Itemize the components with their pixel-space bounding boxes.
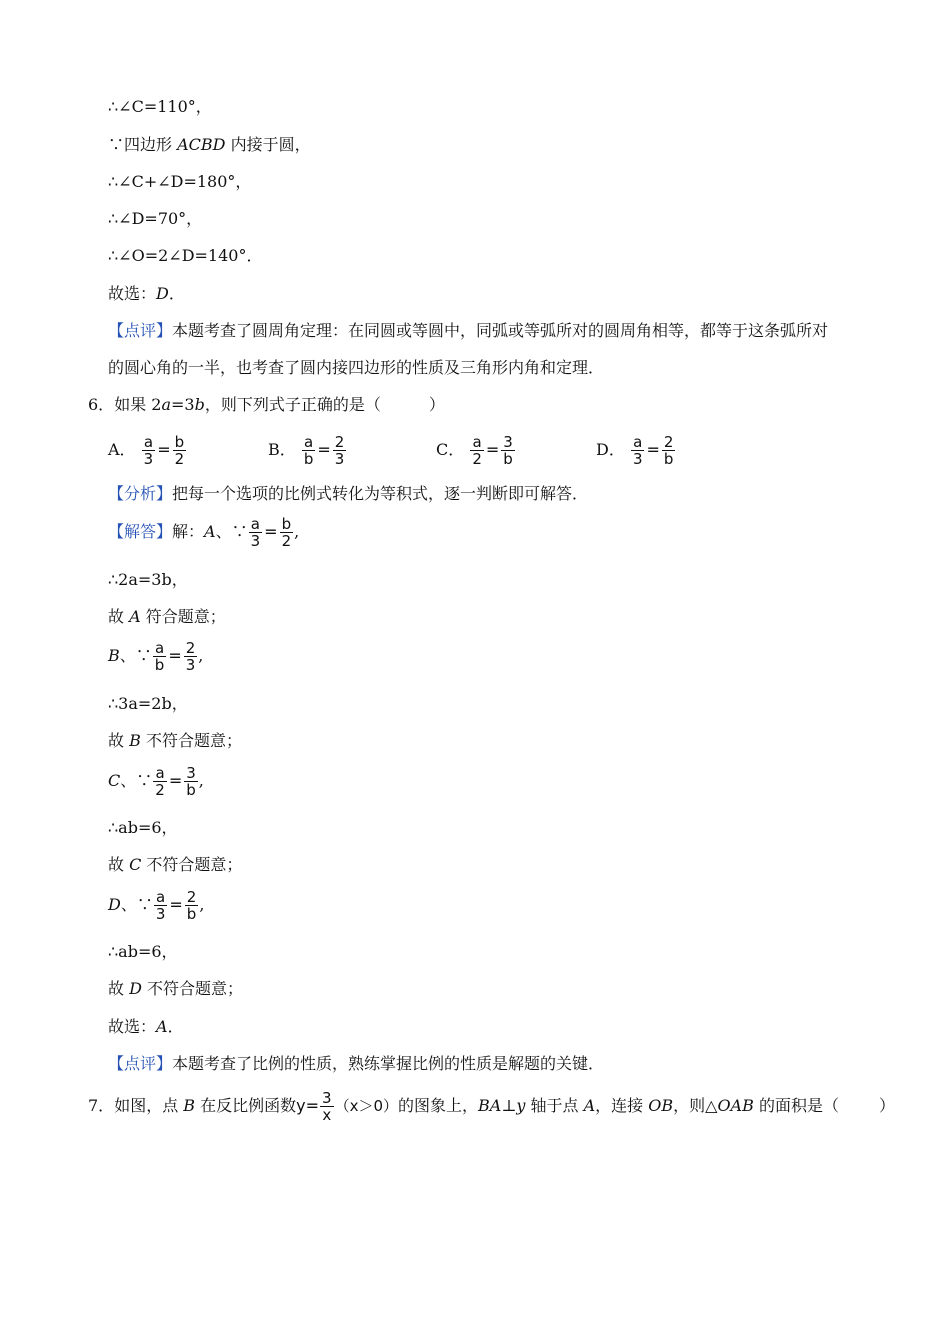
choose-a: 故选：A． (108, 1017, 184, 1036)
line-angle-c: ∴∠C=110°， (108, 97, 212, 116)
option-c: C． $\frac{a}{2}$ = $\frac{3}{b}$ (436, 433, 513, 468)
result-b: ∴3a=2b， (108, 694, 188, 713)
analysis-6: 【分析】把每一个选项的比例式转化为等积式，逐一判断即可解答． (108, 484, 589, 503)
question-7-stem: 7．如图，点 B 在反比例函数y= $\frac{3}{x}$ （x＞0）的图象上，BA⊥y 轴于点 A，连接 OB，则△OAB 的面积是（ ） (88, 1089, 895, 1124)
answer-step-a: 【解答】解：A、∵ $\frac{a}{3}$ = $\frac{b}{2}$ , (108, 515, 300, 550)
review-5: 【点评】本题考查了圆周角定理：在同圆或等圆中，同弧或等弧所对的圆周角相等，都等于这条弧所对 (108, 321, 829, 340)
line-choose-d: 故选：D． (108, 284, 185, 303)
conclusion-c: 故 C 不符合题意； (108, 855, 243, 874)
conclusion-b: 故 B 不符合题意； (108, 731, 242, 750)
answer-step-c: C、∵ $\frac{a}{2}$ = $\frac{3}{b}$ , (108, 764, 204, 799)
option-b: B． $\frac{a}{b}$ = $\frac{2}{3}$ (268, 433, 345, 468)
review-6: 【点评】本题考查了比例的性质，熟练掌握比例的性质是解题的关键． (108, 1054, 605, 1073)
answer-step-b: B、∵ $\frac{a}{b}$ = $\frac{2}{3}$ , (108, 639, 204, 674)
line-angle-o: ∴∠O=2∠D=140°． (108, 246, 263, 265)
conclusion-d: 故 D 不符合题意； (108, 979, 244, 998)
review-5-cont: 的圆心角的一半，也考查了圆内接四边形的性质及三角形内角和定理． (108, 358, 605, 377)
line-inscribed-quad: ∵四边形 ACBD 内接于圆， (108, 135, 311, 154)
result-a: ∴2a=3b， (108, 570, 188, 589)
option-a: A． $\frac{a}{3}$ = $\frac{b}{2}$ (108, 433, 185, 468)
result-c: ∴ab=6， (108, 818, 178, 837)
answer-step-d: D、∵ $\frac{a}{3}$ = $\frac{2}{b}$ , (108, 888, 205, 923)
line-angle-d: ∴∠D=70°， (108, 209, 203, 228)
option-d: D． $\frac{a}{3}$ = $\frac{2}{b}$ (596, 433, 674, 468)
conclusion-a: 故 A 符合题意； (108, 607, 226, 626)
question-6-stem: 6．如果 2a=3b，则下列式子正确的是（ ） (88, 395, 445, 414)
result-d: ∴ab=6， (108, 942, 178, 961)
line-angle-sum: ∴∠C+∠D=180°， (108, 172, 252, 191)
